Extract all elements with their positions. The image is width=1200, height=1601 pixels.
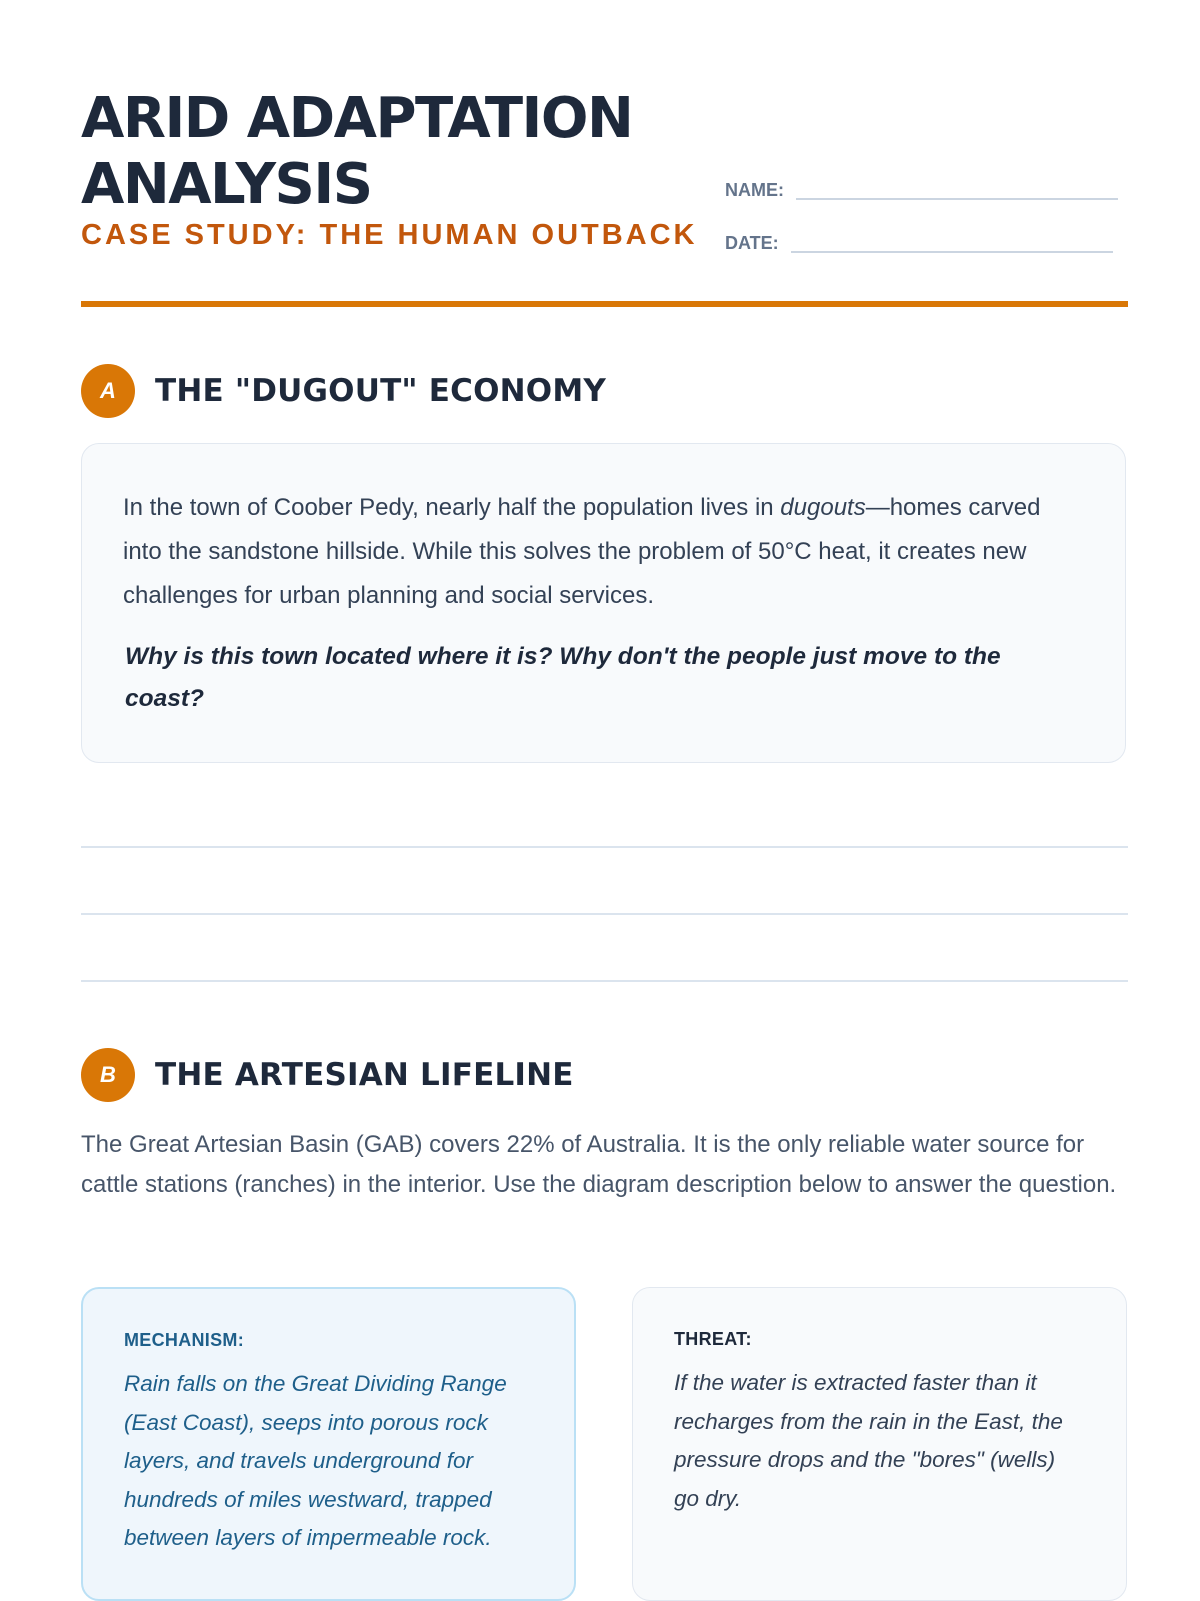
name-label: NAME: (725, 180, 784, 200)
title-line-1: ARID ADAPTATION (81, 86, 633, 151)
page-title (81, 86, 632, 218)
section-a-question: Why is this town located where it is? Why don't the people just move to the coast? (125, 643, 1001, 712)
body-emphasis: dugouts (780, 494, 866, 521)
section-b-badge: B (81, 1048, 135, 1102)
threat-card (632, 1287, 1127, 1601)
threat-label: THREAT: (674, 1329, 752, 1349)
name-field (725, 176, 1118, 200)
name-input-line[interactable] (796, 176, 1118, 200)
answer-line-3[interactable] (81, 980, 1128, 982)
answer-line-1[interactable] (81, 846, 1128, 848)
section-b-heading (81, 1048, 574, 1102)
header-divider (81, 301, 1128, 307)
section-a-info-box (81, 443, 1126, 763)
date-field (725, 229, 1113, 253)
section-a-badge: A (81, 364, 135, 418)
date-label: DATE: (725, 233, 779, 253)
threat-text: If the water is extracted faster than it recharges from the rain in the East, the pressure drops and the "bores" (wells) go dry. (674, 1370, 1063, 1511)
title-line-2: ANALYSIS (81, 152, 372, 217)
answer-line-2[interactable] (81, 913, 1128, 915)
date-input-line[interactable] (791, 229, 1113, 253)
section-b-title: THE ARTESIAN LIFELINE (155, 1057, 574, 1093)
body-text-end: —homes carved into the sandstone hillside. While this solves the problem of 50°C heat, it creates new challenges for urban planning and social services. (123, 494, 1041, 609)
mechanism-text: Rain falls on the Great Dividing Range (East Coast), seeps into porous rock layers, and travels underground for hundreds of miles westward, trapped between layers of impermeable rock. (124, 1371, 507, 1550)
body-text-start: In the town of Coober Pedy, nearly half the population lives in (123, 494, 781, 521)
section-a-title: THE "DUGOUT" ECONOMY (155, 373, 607, 409)
mechanism-card (81, 1287, 576, 1601)
section-a-heading (81, 364, 606, 418)
section-a-body (123, 486, 1085, 618)
mechanism-label: MECHANISM: (124, 1330, 244, 1350)
page-subtitle: CASE STUDY: THE HUMAN OUTBACK (81, 219, 698, 251)
section-b-intro: The Great Artesian Basin (GAB) covers 22% of Australia. It is the only reliable water source for cattle stations (ranches) in the interior. Use the diagram description below to answer the question. (81, 1131, 1117, 1198)
